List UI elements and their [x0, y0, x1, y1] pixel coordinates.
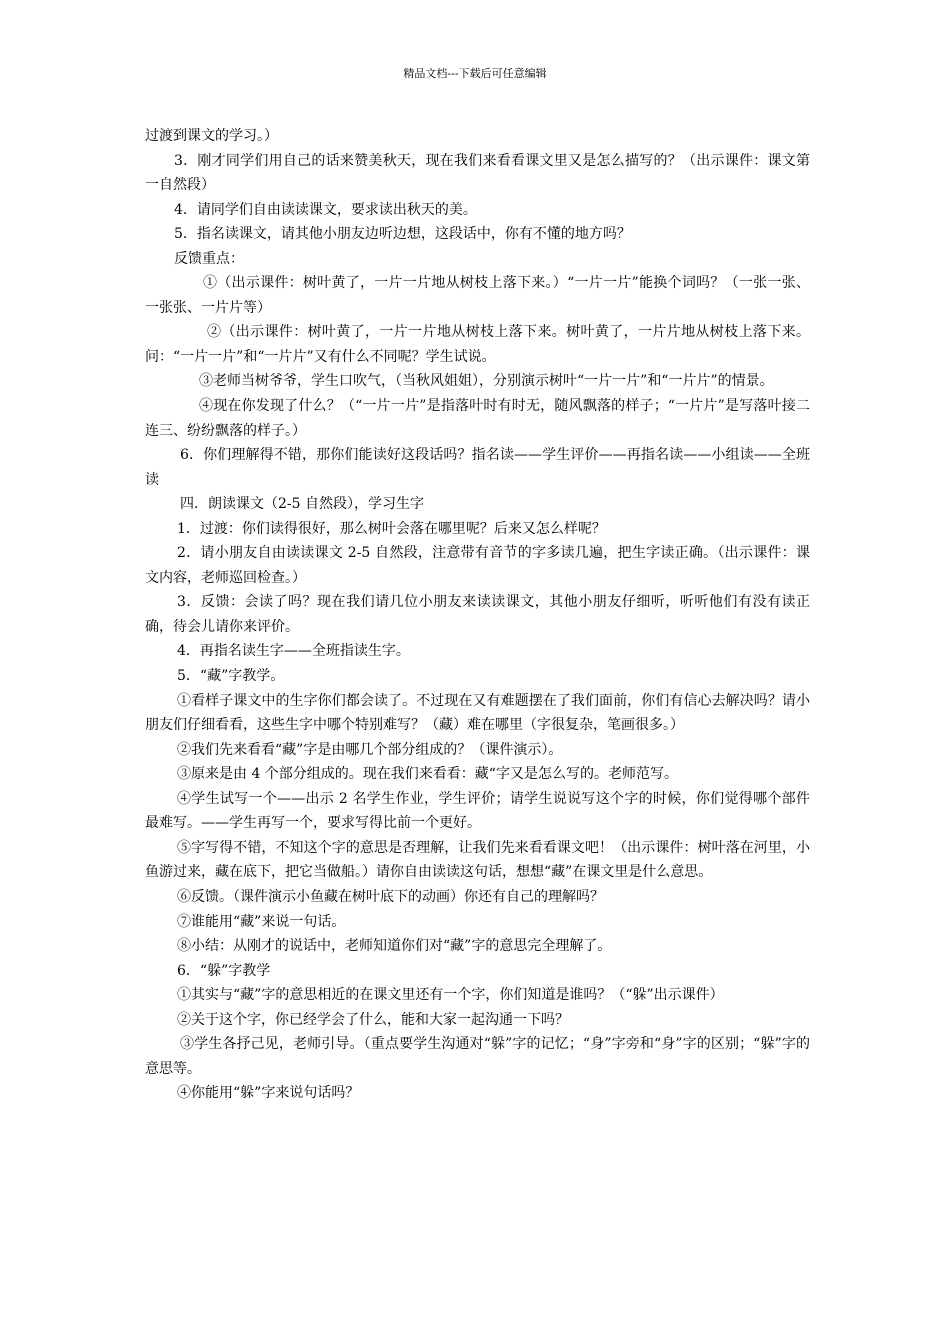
paragraph-cang-2: ②我们先来看看“藏”字是由哪几个部分组成的？（课件演示）。 [177, 741, 563, 758]
paragraph-cang-7: ⑦谁能用“藏”来说一句话。 [177, 913, 346, 930]
paragraph-cang-5: ⑤字写得不错，不知这个字的意思是否理解，让我们先来看看课文吧！（出示课件：树叶落在河里，小鱼游过来，藏在底下，把它当做船。）请你自由读读这句话，想想“藏”在课文里是什么意思。 [145, 839, 810, 881]
paragraph-feedback-2: ②（出示课件：树叶黄了，一片一片地从树枝上落下来。树叶黄了，一片片地从树枝上落下来。问：“一片一片”和“一片片”又有什么不同呢？学生试说。 [145, 324, 810, 365]
paragraph-feedback-4: ④现在你发现了什么？（“一片一片”是指落叶时有时无，随风飘落的样子；“一片片”是写落叶接二连三、纷纷飘落的样子。） [145, 398, 810, 439]
paragraph-s4-item-5: 5．“藏”字教学。 [177, 668, 285, 685]
paragraph-s4-item-3: 3．反馈：会读了吗？现在我们请几位小朋友来读读课文，其他小朋友仔细听，听听他们有没有读正确，待会儿请你来评价。 [145, 594, 810, 635]
paragraph-s4-item-1: 1．过渡：你们读得很好，那么树叶会落在哪里呢？后来又怎么样呢？ [177, 520, 606, 537]
paragraph-item-5: 5．指名读课文，请其他小朋友边听边想，这段话中，你有不懂的地方吗？ [174, 226, 631, 243]
paragraph-cang-1: ①看样子课文中的生字你们都会读了。不过现在又有难题摆在了我们面前，你们有信心去解决吗？请小朋友们仔细看看，这些生字中哪个特别难写？（藏）难在哪里（字很复杂，笔画很多。） [145, 692, 810, 734]
paragraph-feedback-heading: 反馈重点： [174, 250, 244, 267]
paragraph-transition: 过渡到课文的学习。） [145, 128, 278, 144]
paragraph-cang-4: ④学生试写一个——出示 2 名学生作业，学生评价；请学生说说写这个字的时候，你们觉得哪个部件最难写。——学生再写一个，要求写得比前一个更好。 [145, 790, 810, 832]
paragraph-duo-2: ②关于这个字，你已经学会了什么，能和大家一起沟通一下吗？ [177, 1011, 569, 1028]
paragraph-duo-3: ③学生各抒己见，老师引导。（重点要学生沟通对“躲”字的记忆；“身”字旁和“身”字的区别；“躲”字的意思等。 [145, 1036, 810, 1077]
paragraph-s4-item-4: 4．再指名读生字——全班指读生字。 [177, 643, 410, 660]
paragraph-duo-4: ④你能用“躲”字来说句话吗？ [177, 1085, 360, 1102]
document-body [145, 124, 810, 1106]
paragraph-item-6: 6．你们理解得不错，那你们能读好这段话吗？指名读——学生评价——再指名读——小组读——全班读 [145, 447, 810, 488]
paragraph-s4-item-6: 6．“躲”字教学 [177, 962, 271, 979]
paragraph-cang-6: ⑥反馈。（课件演示小鱼藏在树叶底下的动画）你还有自己的理解吗？ [177, 888, 604, 905]
section-heading-4: 四．朗读课文（2-5 自然段），学习生字 [180, 496, 424, 513]
page-header: 精品文档---下载后可任意编辑 [403, 67, 547, 80]
paragraph-cang-3: ③原来是由 4 个部分组成的。现在我们来看看：藏“字又是怎么写的。老师范写。 [177, 766, 678, 783]
paragraph-duo-1: ①其实与“藏”字的意思相近的在课文里还有一个字，你们知道是谁吗？（“躲”出示课件） [177, 987, 724, 1004]
paragraph-feedback-1: ①（出示课件：树叶黄了，一片一片地从树枝上落下来。）“一片一片”能换个词吗？（一张一张、一张张、一片片等） [145, 275, 810, 316]
paragraph-item-3: 3．刚才同学们用自己的话来赞美秋天，现在我们来看看课文里又是怎么描写的？（出示课件：课文第一自然段） [145, 152, 810, 194]
paragraph-item-4: 4．请同学们自由读读课文，要求读出秋天的美。 [174, 201, 477, 218]
paragraph-s4-item-2: 2．请小朋友自由读读课文 2-5 自然段，注意带有音节的字多读几遍，把生字读正确。（出示课件：课文内容，老师巡回检查。） [145, 545, 810, 586]
paragraph-cang-8: ⑧小结：从刚才的说话中，老师知道你们对“藏”字的意思完全理解了。 [177, 938, 612, 955]
paragraph-feedback-3: ③老师当树爷爷，学生口吹气，（当秋风姐姐），分别演示树叶“一片一片”和“一片片”的情景。 [199, 373, 774, 390]
